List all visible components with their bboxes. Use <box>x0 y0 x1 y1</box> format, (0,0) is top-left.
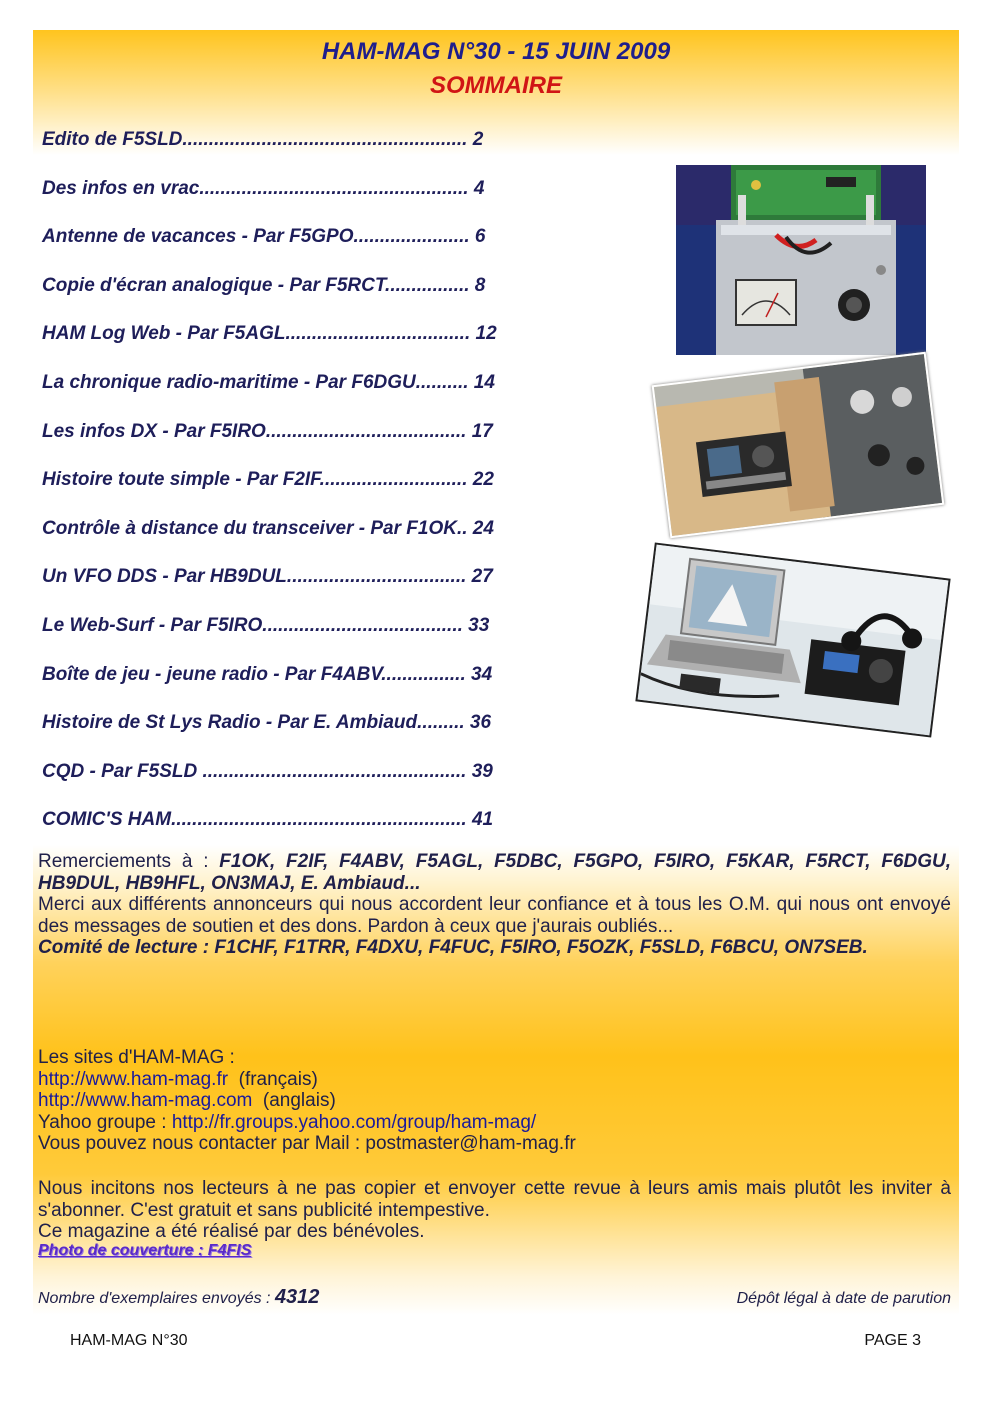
legal-deposit: Dépôt légal à date de parution <box>736 1290 951 1307</box>
thanks-lead: Remerciements à : <box>38 851 220 872</box>
sites-block <box>38 1047 951 1155</box>
site-com-label: (anglais) <box>252 1090 336 1111</box>
toc-item[interactable]: Un VFO DDS - Par HB9DUL.................................. 27 <box>42 566 493 588</box>
copies-count <box>38 1286 319 1309</box>
toc-item[interactable]: HAM Log Web - Par F5AGL................................... 12 <box>42 323 497 345</box>
site-com-link[interactable]: http://www.ham-mag.com <box>38 1090 253 1111</box>
cover-photo-credit: Photo de couverture : F4FIS <box>38 1242 252 1259</box>
copies-value: 4312 <box>274 1286 320 1308</box>
laptop-radio-photo <box>635 542 950 737</box>
section-title: SOMMAIRE <box>430 72 562 99</box>
site-fr-label: (français) <box>228 1068 318 1090</box>
incite-text: Nous incitons nos lecteurs à ne pas copier et envoyer cette revue à leurs amis mais plutôt les inviter à s'abonner. C'est gratuit et sans publicité intempestive. <box>38 1178 951 1221</box>
sites-heading: Les sites d'HAM-MAG : <box>38 1047 235 1068</box>
site-fr-link[interactable]: http://www.ham-mag.fr <box>38 1068 229 1090</box>
toc-item[interactable]: COMIC'S HAM........................................................ 41 <box>42 809 494 831</box>
yahoo-group-link[interactable]: http://fr.groups.yahoo.com/group/ham-mag/ <box>171 1111 537 1133</box>
toc-item[interactable]: Copie d'écran analogique - Par F5RCT................ 8 <box>42 274 486 296</box>
toc-item[interactable]: Histoire toute simple - Par F2IF............................ 22 <box>42 469 494 491</box>
volunteers-text: Ce magazine a été réalisé par des bénévoles. <box>38 1221 425 1242</box>
table-of-contents <box>42 127 622 856</box>
footer-page-number: PAGE 3 <box>864 1332 921 1349</box>
toc-item[interactable]: Boîte de jeu - jeune radio - Par F4ABV................ 34 <box>42 663 493 685</box>
reading-committee: Comité de lecture : F1CHF, F1TRR, F4DXU, F4FUC, F5IRO, F5OZK, F5SLD, F6BCU, ON7SEB. <box>38 937 868 958</box>
wooden-receiver-photo <box>652 352 945 538</box>
toc-item[interactable]: Edito de F5SLD...................................................... 2 <box>42 129 484 150</box>
copies-label: Nombre d'exemplaires envoyés : <box>38 1290 275 1307</box>
toc-item[interactable]: Antenne de vacances - Par F5GPO...................... 6 <box>42 226 486 248</box>
thanks-names: F1OK, F2IF, F4ABV, F5AGL, F5DBC, F5GPO, F5IRO, F5KAR, F5RCT, F6DGU, HB9DUL, HB9HFL, ON3MAJ, E. Ambiaud... <box>38 851 951 894</box>
credits-block <box>38 851 951 959</box>
notice-block <box>38 1178 951 1243</box>
toc-item[interactable]: Contrôle à distance du transceiver - Par F1OK.. 24 <box>42 517 494 539</box>
yahoo-label: Yahoo groupe : <box>38 1111 172 1133</box>
toc-item[interactable]: La chronique radio-maritime - Par F6DGU.......... 14 <box>42 371 495 393</box>
toc-item[interactable]: Le Web-Surf - Par F5IRO...................................... 33 <box>42 614 490 636</box>
toc-item[interactable]: CQD - Par F5SLD .................................................. 39 <box>42 760 493 782</box>
magazine-title: HAM-MAG N°30 - 15 JUIN 2009 <box>321 38 671 65</box>
power-supply-photo <box>676 165 926 355</box>
thanks-message: Merci aux différents annonceurs qui nous accordent leur confiance et à tous les O.M. qui nous ont envoyé des messages de soutien et des dons. Pardon à ceux que j'aurais oubliés... <box>38 894 951 937</box>
contact-text: Vous pouvez nous contacter par Mail : postmaster@ham-mag.fr <box>38 1133 576 1154</box>
toc-item[interactable]: Des infos en vrac................................................... 4 <box>42 177 485 199</box>
toc-item[interactable]: Histoire de St Lys Radio - Par E. Ambiaud......... 36 <box>42 712 492 734</box>
toc-item[interactable]: Les infos DX - Par F5IRO...................................... 17 <box>42 420 493 442</box>
footer-issue: HAM-MAG N°30 <box>70 1332 188 1349</box>
